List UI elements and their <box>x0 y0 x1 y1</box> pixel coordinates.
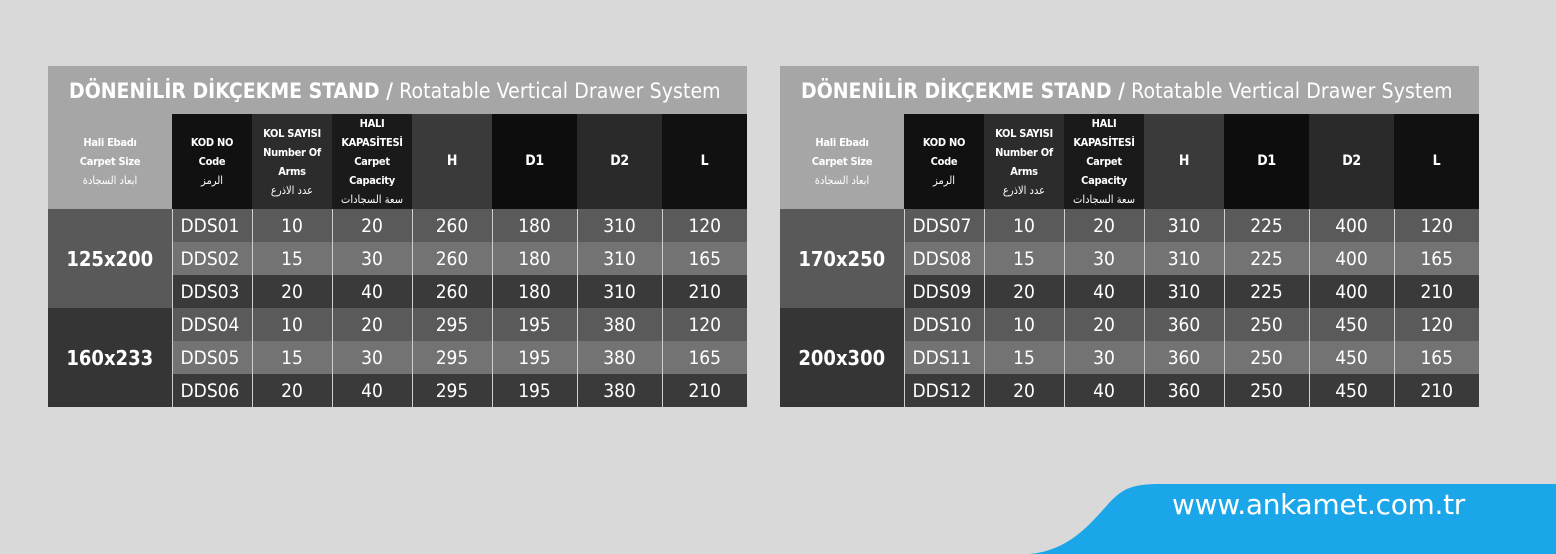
header-code-line: Code <box>930 155 958 168</box>
table-title <box>780 66 1479 114</box>
cell-h: 295 <box>412 374 492 407</box>
cell-d2: 450 <box>1309 308 1394 341</box>
cell-d1: 180 <box>492 209 577 242</box>
cell-h: 310 <box>1144 209 1224 242</box>
spec-table <box>780 114 1479 407</box>
table-row <box>48 308 747 341</box>
cell-cap: 20 <box>1064 308 1144 341</box>
cell-l: 120 <box>662 308 747 341</box>
cell-arms: 20 <box>984 374 1064 407</box>
cell-arms: 20 <box>252 275 332 308</box>
cell-arms: 15 <box>984 341 1064 374</box>
header-d1: D1 <box>492 114 577 209</box>
cell-code: DDS07 <box>904 209 984 242</box>
cell-cap: 20 <box>332 308 412 341</box>
header-arms-line: عدد الاذرع <box>270 183 314 197</box>
header-arms-line: عدد الاذرع <box>1002 183 1046 197</box>
cell-code: DDS03 <box>172 275 252 308</box>
header-code-line: الرمز <box>933 174 955 187</box>
table-row <box>780 209 1479 242</box>
carpet-size-cell: 125x200 <box>48 209 172 308</box>
cell-code: DDS08 <box>904 242 984 275</box>
cell-h: 310 <box>1144 242 1224 275</box>
cell-d1: 225 <box>1224 209 1309 242</box>
header-arms-line: Number Of Arms <box>995 145 1053 178</box>
cell-d1: 225 <box>1224 275 1309 308</box>
cell-cap: 30 <box>332 341 412 374</box>
header-d2: D2 <box>1309 114 1394 209</box>
header-capacity-line: Carpet Capacity <box>349 155 395 187</box>
carpet-size-cell: 170x250 <box>780 209 904 308</box>
cell-code: DDS09 <box>904 275 984 308</box>
cell-d1: 180 <box>492 275 577 308</box>
cell-arms: 10 <box>984 209 1064 242</box>
header-carpet-size <box>48 114 172 209</box>
cell-l: 210 <box>1394 374 1479 407</box>
cell-d1: 250 <box>1224 341 1309 374</box>
cell-l: 165 <box>662 242 747 275</box>
header-code-line: Code <box>198 155 226 168</box>
header-arms <box>984 114 1064 209</box>
cell-h: 360 <box>1144 341 1224 374</box>
cell-cap: 40 <box>332 275 412 308</box>
cell-code: DDS05 <box>172 341 252 374</box>
cell-l: 120 <box>662 209 747 242</box>
title-turkish: DÖNENİLİR DİKÇEKME STAND / <box>69 79 394 103</box>
cell-code: DDS11 <box>904 341 984 374</box>
cell-arms: 10 <box>252 209 332 242</box>
cell-h: 260 <box>412 275 492 308</box>
cell-d1: 250 <box>1224 308 1309 341</box>
website-url[interactable]: www.ankamet.com.tr <box>1172 488 1465 521</box>
cell-cap: 20 <box>1064 209 1144 242</box>
cell-d1: 195 <box>492 341 577 374</box>
cell-d2: 310 <box>577 209 662 242</box>
header-code <box>904 114 984 209</box>
cell-l: 210 <box>662 275 747 308</box>
cell-d2: 400 <box>1309 275 1394 308</box>
spec-table <box>48 114 747 407</box>
cell-l: 120 <box>1394 308 1479 341</box>
cell-cap: 40 <box>1064 275 1144 308</box>
cell-code: DDS02 <box>172 242 252 275</box>
carpet-size-cell: 160x233 <box>48 308 172 407</box>
header-d2: D2 <box>577 114 662 209</box>
header-l: L <box>1394 114 1479 209</box>
cell-cap: 30 <box>1064 341 1144 374</box>
table-row <box>780 308 1479 341</box>
cell-cap: 40 <box>332 374 412 407</box>
cell-d2: 380 <box>577 308 662 341</box>
cell-h: 295 <box>412 308 492 341</box>
cell-d2: 450 <box>1309 341 1394 374</box>
cell-cap: 30 <box>1064 242 1144 275</box>
header-carpet-size-line: ابعاد السجادة <box>82 174 138 187</box>
header-capacity-line: سعة السجادات <box>341 193 403 206</box>
header-carpet-size <box>780 114 904 209</box>
title-english: Rotatable Vertical Drawer System <box>393 79 721 103</box>
cell-arms: 10 <box>252 308 332 341</box>
cell-d1: 250 <box>1224 374 1309 407</box>
header-arms-line: KOL SAYISI <box>263 126 321 140</box>
header-capacity-line: Carpet Capacity <box>1081 155 1127 187</box>
header-row <box>48 114 747 209</box>
table-row <box>48 209 747 242</box>
cell-cap: 30 <box>332 242 412 275</box>
cell-d1: 225 <box>1224 242 1309 275</box>
cell-h: 310 <box>1144 275 1224 308</box>
cell-l: 165 <box>662 341 747 374</box>
cell-l: 165 <box>1394 341 1479 374</box>
cell-l: 210 <box>662 374 747 407</box>
cell-h: 260 <box>412 209 492 242</box>
table-title <box>48 66 747 114</box>
cell-arms: 15 <box>252 242 332 275</box>
header-code-line: KOD NO <box>190 136 234 149</box>
cell-code: DDS12 <box>904 374 984 407</box>
header-capacity <box>1064 114 1144 209</box>
header-row <box>780 114 1479 209</box>
header-carpet-size-line: Hali Ebadı <box>83 136 137 149</box>
cell-arms: 20 <box>252 374 332 407</box>
cell-h: 360 <box>1144 308 1224 341</box>
header-capacity-line: HALI KAPASİTESİ <box>341 117 403 149</box>
product-table-right <box>780 66 1479 407</box>
header-h: H <box>1144 114 1224 209</box>
cell-arms: 10 <box>984 308 1064 341</box>
cell-arms: 20 <box>984 275 1064 308</box>
cell-cap: 40 <box>1064 374 1144 407</box>
cell-arms: 15 <box>252 341 332 374</box>
header-code-line: KOD NO <box>922 136 966 149</box>
title-turkish: DÖNENİLİR DİKÇEKME STAND / <box>801 79 1126 103</box>
cell-d1: 195 <box>492 374 577 407</box>
cell-d2: 380 <box>577 374 662 407</box>
header-capacity <box>332 114 412 209</box>
cell-l: 165 <box>1394 242 1479 275</box>
cell-d2: 450 <box>1309 374 1394 407</box>
cell-d1: 195 <box>492 308 577 341</box>
title-english: Rotatable Vertical Drawer System <box>1125 79 1453 103</box>
cell-cap: 20 <box>332 209 412 242</box>
cell-d2: 400 <box>1309 242 1394 275</box>
header-code-line: الرمز <box>201 174 223 187</box>
header-code <box>172 114 252 209</box>
cell-d2: 310 <box>577 242 662 275</box>
header-arms <box>252 114 332 209</box>
cell-l: 210 <box>1394 275 1479 308</box>
cell-d1: 180 <box>492 242 577 275</box>
header-carpet-size-line: Hali Ebadı <box>815 136 869 149</box>
cell-code: DDS04 <box>172 308 252 341</box>
cell-d2: 310 <box>577 275 662 308</box>
header-capacity-line: HALI KAPASİTESİ <box>1073 117 1135 149</box>
cell-arms: 15 <box>984 242 1064 275</box>
header-d1: D1 <box>1224 114 1309 209</box>
header-arms-line: Number Of Arms <box>263 145 321 178</box>
cell-code: DDS01 <box>172 209 252 242</box>
header-arms-line: KOL SAYISI <box>995 126 1053 140</box>
header-capacity-line: سعة السجادات <box>1073 193 1135 206</box>
header-h: H <box>412 114 492 209</box>
header-carpet-size-line: Carpet Size <box>811 155 873 168</box>
cell-h: 260 <box>412 242 492 275</box>
cell-d2: 400 <box>1309 209 1394 242</box>
cell-h: 295 <box>412 341 492 374</box>
cell-h: 360 <box>1144 374 1224 407</box>
product-table-left <box>48 66 747 407</box>
carpet-size-cell: 200x300 <box>780 308 904 407</box>
header-carpet-size-line: Carpet Size <box>79 155 141 168</box>
cell-d2: 380 <box>577 341 662 374</box>
cell-l: 120 <box>1394 209 1479 242</box>
header-carpet-size-line: ابعاد السجادة <box>814 174 870 187</box>
cell-code: DDS10 <box>904 308 984 341</box>
cell-code: DDS06 <box>172 374 252 407</box>
header-l: L <box>662 114 747 209</box>
